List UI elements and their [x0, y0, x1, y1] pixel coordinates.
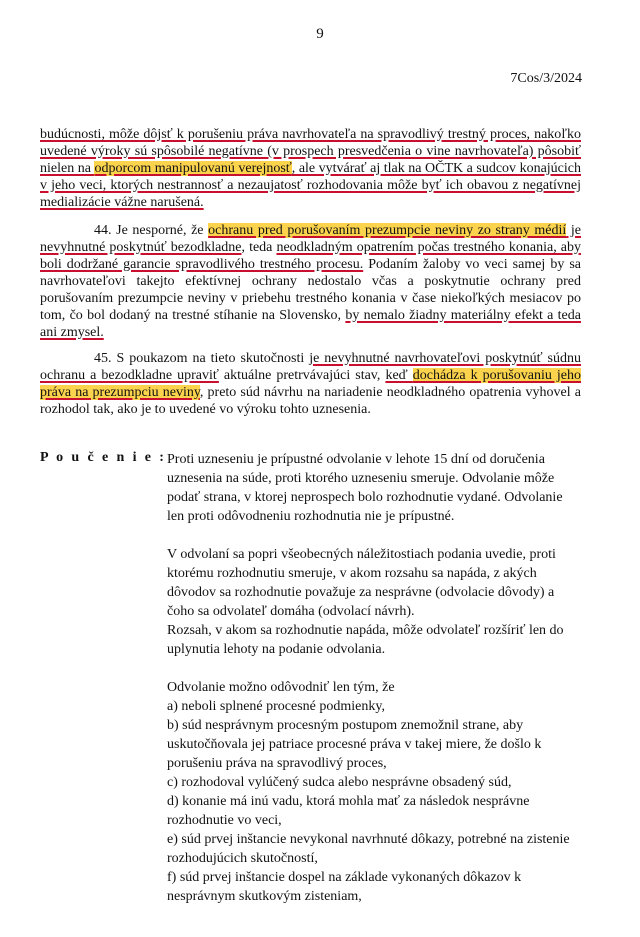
- instructions-line: uskutočňovala jej patriace procesné práva v takej miere, že došlo k: [167, 737, 542, 752]
- instructions-line: rozhodnutie vo veci,: [167, 813, 282, 828]
- instructions-text: [167, 450, 587, 906]
- instructions-line: Rozsah, v akom sa rozhodnutie napáda, môže odvolateľ rozšíriť len do: [167, 623, 564, 638]
- underlined-text: by nemalo žiadny materiálny efekt a teda ani zmysel.: [40, 308, 581, 340]
- text-run: , ale vytvárať aj tlak na OČTK a sudcov konajúcich v jeho veci, ktorých nestrannosť a nezaujatosť rozhodovania môže byť ich obavou z negatívnej medializácie vážne narušená.: [40, 161, 581, 210]
- text-run: , preto súd návrhu na nariadenie neodkladného opatrenia vyhovel a rozhodol tak, ako je to uvedené vo výroku tohto uznesenia.: [40, 385, 581, 417]
- text-run: je nevyhnutné poskytnúť bezodkladne: [40, 223, 581, 255]
- paragraph-44: [40, 222, 581, 341]
- underlined-text: [40, 127, 581, 210]
- paragraph-43-continuation: [40, 126, 581, 211]
- text-run: 44. Je nesporné, že: [94, 223, 209, 238]
- text-run: , teda: [241, 240, 277, 255]
- highlighted-text: ochranu pred porušovaním prezumpcie neviny zo strany médií: [208, 223, 567, 238]
- page-number: 9: [316, 26, 324, 42]
- text-run: keď: [385, 368, 413, 383]
- instructions-line: rozhodujúcich skutočností,: [167, 851, 318, 866]
- paragraph-gap: [167, 526, 587, 545]
- paragraph-gap: [167, 659, 587, 678]
- instructions-line: ktorému rozhodnutiu smeruje, v akom rozsahu sa napáda, z akých: [167, 566, 537, 581]
- instructions-line: čoho sa odvolateľ domáha (odvolací návrh).: [167, 604, 415, 619]
- instructions-line: e) súd prvej inštancie nevykonal navrhnuté dôkazy, potrebné na zistenie: [167, 832, 570, 847]
- instructions-line: dôvodov sa rozhodnutie považuje za nesprávne (odvolacie dôvody) a: [167, 585, 555, 600]
- instructions-line: podať strana, v ktorej neprospech bolo rozhodnutie vydané. Odvolanie: [167, 490, 563, 505]
- instructions-line: a) neboli splnené procesné podmienky,: [167, 699, 385, 714]
- instructions-line: b) súd nesprávnym procesným postupom znemožnil strane, aby: [167, 718, 524, 733]
- text-run: budúcnosti, môže dôjsť k porušeniu práva navrhovateľa na spravodlivý trestný proces, nakoľko uvedené výroky sú spôsobilé negatívne (v prospech presvedčenia o vine navrhovateľa) pôsobiť nielen na: [40, 127, 581, 176]
- paragraph-45: [40, 350, 581, 418]
- instructions-line: len proti odôvodneniu rozhodnutia nie je prípustné.: [167, 509, 455, 524]
- instructions-line: c) rozhodoval vylúčený sudca alebo nesprávne obsadený súd,: [167, 775, 512, 790]
- highlighted-text: odporcom manipulovanú verejnosť: [94, 161, 292, 176]
- case-reference: 7Cos/3/2024: [510, 71, 582, 86]
- underlined-text: je nevyhnutné navrhovateľovi poskytnúť súdnu ochranu a bezodkladne upraviť: [40, 351, 581, 383]
- instructions-line: uplynutia lehoty na podanie odvolania.: [167, 642, 386, 657]
- instructions-line: Odvolanie možno odôvodniť len tým, že: [167, 680, 395, 695]
- text-run: aktuálne pretrvávajúci stav,: [218, 368, 386, 383]
- instructions-line: V odvolaní sa popri všeobecných náležitostiach podania uvedie, proti: [167, 547, 556, 562]
- instructions-line: d) konanie má inú vadu, ktorá mohla mať za následok nesprávne: [167, 794, 530, 809]
- text-run: 45. S poukazom na tieto skutočnosti: [94, 351, 310, 366]
- instructions-line: uznesenia na súde, proti ktorého uzneseniu smeruje. Odvolanie môže: [167, 471, 555, 486]
- text-run: Podaním žaloby vo veci samej by sa navrhovateľovi takejto efektívnej ochrany nedostalo včas a poskytnutie ochrany pred porušovaním prezumpcie neviny v priebehu trestného konania v čase niekoľkých mesiacov po tom, čo bol dodaný na trestné stíhanie na Slovensko,: [40, 257, 581, 323]
- instructions-label: P o u č e n i e :: [40, 450, 167, 465]
- instructions-line: nesprávnym skutkovým zisteniam,: [167, 889, 362, 904]
- highlighted-text: dochádza k porušovaniu jeho práva na prezumpciu neviny: [40, 368, 581, 400]
- instructions-line: Proti uzneseniu je prípustné odvolanie v lehote 15 dní od doručenia: [167, 452, 545, 467]
- instructions-line: porušeniu práva na spravodlivý proces,: [167, 756, 387, 771]
- instructions-line: f) súd prvej inštancie dospel na základe vykonaných dôkazov k: [167, 870, 522, 885]
- underlined-text: neodkladným opatrením počas trestného konania, aby boli dodržané garancie spravodlivého trestného procesu.: [40, 240, 581, 272]
